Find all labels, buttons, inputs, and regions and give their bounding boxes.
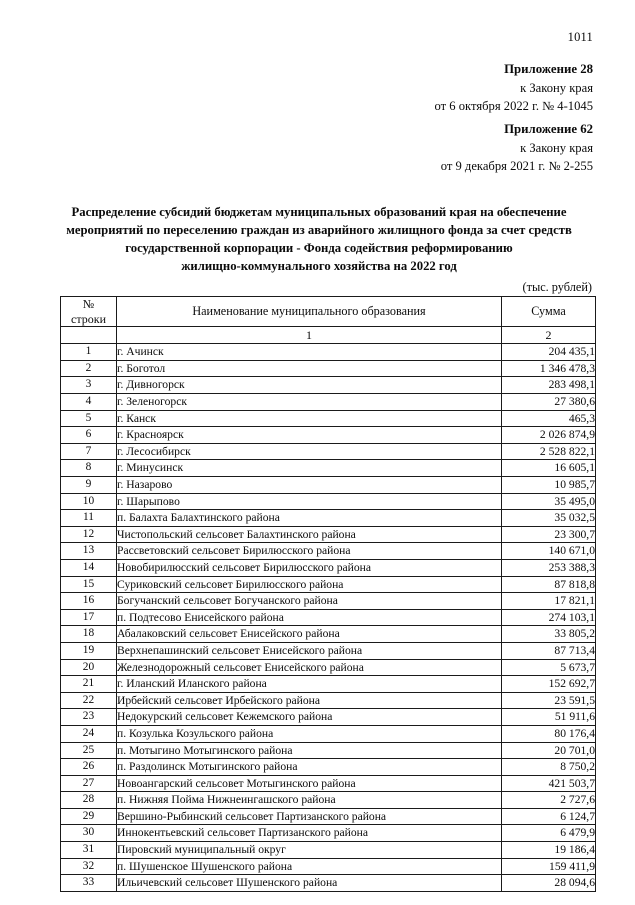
column-number-row [61,327,117,344]
row-number-cell: 24 [61,725,117,742]
sum-cell: 5 673,7 [502,659,596,676]
row-number-cell: 9 [61,477,117,494]
table-row [61,775,596,792]
appendix-28-title: Приложение 28 [504,62,593,76]
table-row [61,642,596,659]
column-number-sum: 2 [502,327,596,344]
municipality-name-cell: Ирбейский сельсовет Ирбейского района [117,692,502,709]
appendix-reference-28 [435,60,593,115]
table-row [61,344,596,361]
row-number-cell: 26 [61,759,117,776]
table-row [61,626,596,643]
municipality-name-cell: Абалаковский сельсовет Енисейского района [117,626,502,643]
table-row [61,742,596,759]
sum-cell: 35 495,0 [502,493,596,510]
row-number-cell: 27 [61,775,117,792]
sum-cell: 10 985,7 [502,477,596,494]
municipality-name-cell: п. Балахта Балахтинского района [117,510,502,527]
municipality-name-cell: Пировский муниципальный округ [117,842,502,859]
table-row [61,377,596,394]
row-number-cell: 33 [61,875,117,892]
sum-cell: 80 176,4 [502,725,596,742]
units-label: (тыс. рублей) [522,280,592,294]
appendix-62-law: к Закону края [520,140,593,155]
appendix-62-date: от 9 декабря 2021 г. № 2-255 [440,158,593,173]
table-row [61,725,596,742]
municipality-name-cell: Железнодорожный сельсовет Енисейского района [117,659,502,676]
document-title-line-1: Распределение субсидий бюджетам муниципальных образований края на обеспечение [71,205,567,219]
row-number-cell: 4 [61,394,117,411]
row-number-cell: 32 [61,858,117,875]
row-number-cell: 14 [61,559,117,576]
municipality-name-cell: г. Иланский Иланского района [117,676,502,693]
municipality-name-cell: Недокурский сельсовет Кежемского района [117,709,502,726]
municipality-name-cell: п. Козулька Козульского района [117,725,502,742]
row-number-cell: 12 [61,526,117,543]
table-body [61,344,596,892]
table-row [61,858,596,875]
appendix-reference-62 [441,120,593,175]
header-row-number [61,297,117,327]
sum-cell: 2 528 822,1 [502,443,596,460]
sum-cell: 140 671,0 [502,543,596,560]
header-sum: Сумма [502,297,596,327]
sum-cell: 35 032,5 [502,510,596,527]
municipality-name-cell: Новобирилюсский сельсовет Бирилюсского района [117,559,502,576]
subsidy-table-container [60,296,595,892]
municipality-name-cell: Рассветовский сельсовет Бирилюсского района [117,543,502,560]
table-row [61,842,596,859]
row-number-cell: 17 [61,609,117,626]
municipality-name-cell: п. Шушенское Шушенского района [117,858,502,875]
municipality-name-cell: г. Красноярск [117,427,502,444]
sum-cell: 33 805,2 [502,626,596,643]
sum-cell: 27 380,6 [502,394,596,411]
municipality-name-cell: г. Минусинск [117,460,502,477]
row-number-cell: 8 [61,460,117,477]
table-row [61,659,596,676]
municipality-name-cell: Ильичевский сельсовет Шушенского района [117,875,502,892]
municipality-name-cell: п. Нижняя Пойма Нижнеингашского района [117,792,502,809]
document-title-line-2: мероприятий по переселению граждан из аварийного жилищного фонда за счет средств [66,223,572,238]
sum-cell: 2 026 874,9 [502,427,596,444]
row-number-cell: 18 [61,626,117,643]
document-title-line-3: государственной корпорации - Фонда содействия реформированию [125,241,513,256]
municipality-name-cell: Чистопольский сельсовет Балахтинского района [117,526,502,543]
row-number-cell: 30 [61,825,117,842]
sum-cell: 87 818,8 [502,576,596,593]
row-number-cell: 1 [61,344,117,361]
document-title [58,203,580,275]
sum-cell: 253 388,3 [502,559,596,576]
table-header [61,297,596,344]
municipality-name-cell: г. Лесосибирск [117,443,502,460]
table-row [61,443,596,460]
table-row [61,792,596,809]
sum-cell: 465,3 [502,410,596,427]
row-number-cell: 10 [61,493,117,510]
table-row [61,559,596,576]
table-row [61,875,596,892]
table-row [61,460,596,477]
header-row-number-line2: строки [71,311,106,326]
sum-cell: 2 727,6 [502,792,596,809]
row-number-cell: 25 [61,742,117,759]
page-number: 1011 [567,30,593,44]
table-row [61,410,596,427]
table-row [61,825,596,842]
row-number-cell: 28 [61,792,117,809]
municipality-name-cell: п. Раздолинск Мотыгинского района [117,759,502,776]
table-row [61,427,596,444]
row-number-cell: 23 [61,709,117,726]
sum-cell: 204 435,1 [502,344,596,361]
sum-cell: 421 503,7 [502,775,596,792]
municipality-name-cell: п. Подтесово Енисейского района [117,609,502,626]
row-number-cell: 3 [61,377,117,394]
table-row [61,510,596,527]
table-row [61,360,596,377]
table-header-row [61,297,596,327]
table-row [61,576,596,593]
table-row [61,692,596,709]
table-row [61,759,596,776]
municipality-name-cell: г. Зеленогорск [117,394,502,411]
municipality-name-cell: Вершино-Рыбинский сельсовет Партизанского района [117,808,502,825]
sum-cell: 6 124,7 [502,808,596,825]
row-number-cell: 7 [61,443,117,460]
municipality-name-cell: п. Мотыгино Мотыгинского района [117,742,502,759]
table-row [61,709,596,726]
row-number-cell: 20 [61,659,117,676]
sum-cell: 51 911,6 [502,709,596,726]
sum-cell: 1 346 478,3 [502,360,596,377]
table-row [61,493,596,510]
sum-cell: 274 103,1 [502,609,596,626]
row-number-cell: 15 [61,576,117,593]
row-number-cell: 13 [61,543,117,560]
appendix-28-date: от 6 октября 2022 г. № 4-1045 [434,98,593,113]
municipality-name-cell: г. Шарыпово [117,493,502,510]
sum-cell: 16 605,1 [502,460,596,477]
municipality-name-cell: Иннокентьевский сельсовет Партизанского района [117,825,502,842]
row-number-cell: 21 [61,676,117,693]
municipality-name-cell: Суриковский сельсовет Бирилюсского района [117,576,502,593]
appendix-62-title: Приложение 62 [504,122,593,136]
row-number-cell: 29 [61,808,117,825]
table-row [61,477,596,494]
municipality-name-cell: г. Канск [117,410,502,427]
sum-cell: 87 713,4 [502,642,596,659]
row-number-cell: 31 [61,842,117,859]
municipality-name-cell: г. Дивногорск [117,377,502,394]
municipality-name-cell: Верхнепашинский сельсовет Енисейского района [117,642,502,659]
municipality-name-cell: г. Боготол [117,360,502,377]
header-municipality-name: Наименование муниципального образования [117,297,502,327]
subsidy-table [60,296,596,892]
sum-cell: 6 479,9 [502,825,596,842]
municipality-name-cell: г. Ачинск [117,344,502,361]
sum-cell: 8 750,2 [502,759,596,776]
table-row [61,593,596,610]
table-row [61,526,596,543]
appendix-28-law: к Закону края [520,80,593,95]
row-number-cell: 11 [61,510,117,527]
sum-cell: 159 411,9 [502,858,596,875]
table-row [61,609,596,626]
sum-cell: 17 821,1 [502,593,596,610]
row-number-cell: 6 [61,427,117,444]
table-column-number-row [61,327,596,344]
table-row [61,543,596,560]
sum-cell: 283 498,1 [502,377,596,394]
row-number-cell: 16 [61,593,117,610]
row-number-cell: 22 [61,692,117,709]
municipality-name-cell: Богучанский сельсовет Богучанского района [117,593,502,610]
sum-cell: 23 591,5 [502,692,596,709]
sum-cell: 152 692,7 [502,676,596,693]
table-row [61,394,596,411]
document-title-line-4: жилищно-коммунального хозяйства на 2022 год [181,259,457,274]
table-row [61,808,596,825]
sum-cell: 19 186,4 [502,842,596,859]
row-number-cell: 5 [61,410,117,427]
municipality-name-cell: г. Назарово [117,477,502,494]
header-row-number-line1: № [82,297,95,311]
table-row [61,676,596,693]
column-number-name: 1 [117,327,502,344]
municipality-name-cell: Новоангарский сельсовет Мотыгинского района [117,775,502,792]
sum-cell: 28 094,6 [502,875,596,892]
sum-cell: 23 300,7 [502,526,596,543]
row-number-cell: 2 [61,360,117,377]
row-number-cell: 19 [61,642,117,659]
sum-cell: 20 701,0 [502,742,596,759]
